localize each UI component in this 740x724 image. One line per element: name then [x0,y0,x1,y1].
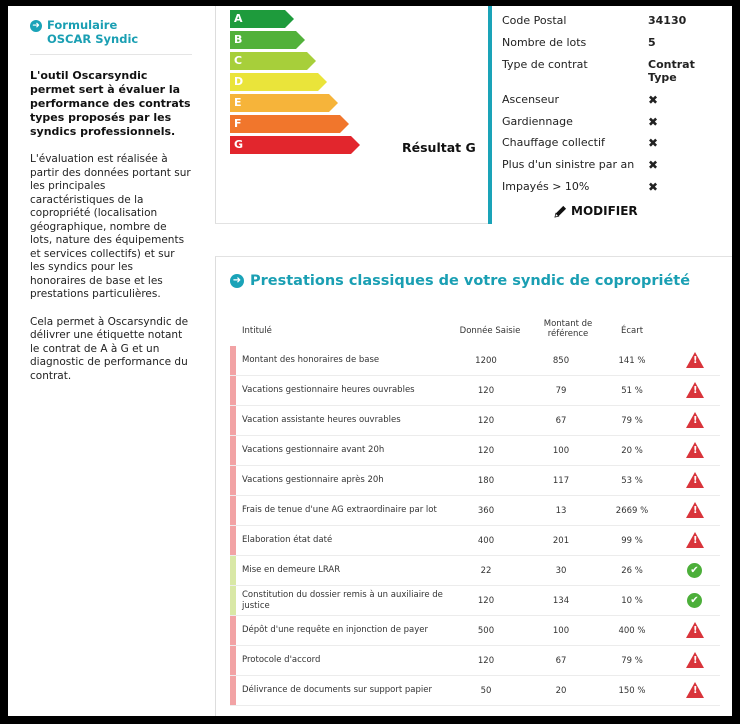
table-row [230,676,720,706]
row-saisie: 120 [477,446,495,456]
cross-icon: ✖ [648,93,659,107]
table-header [216,317,732,343]
row-reference: 117 [552,476,570,486]
sinistre-label: Plus d'un sinistre par an [502,158,635,171]
pencil-icon [554,205,567,218]
energy-label-scale [230,10,351,157]
contrat-label: Type de contrat [502,58,588,71]
warning-icon: ! [686,442,704,460]
energy-grade-c: C [230,52,307,70]
row-marker [230,586,236,615]
row-marker [230,526,236,555]
prestations-heading [230,273,690,289]
row-saisie: 22 [480,566,492,576]
row-reference: 134 [552,596,570,606]
row-reference: 79 [555,386,567,396]
row-reference: 850 [552,356,570,366]
cross-icon: ✖ [648,115,659,129]
ascenseur-label: Ascenseur [502,93,560,106]
energy-grade-g: G [230,136,351,154]
row-saisie: 120 [477,416,495,426]
check-circle-icon: ✔ [686,562,704,580]
row-reference: 100 [552,626,570,636]
row-saisie: 400 [477,536,495,546]
sidebar-paragraph-2: Cela permet à Oscarsyndic de délivrer une étiquette notant le contrat de A à G et un diagnostic de performance du contrat. [30,315,189,382]
energy-grade-a: A [230,10,285,28]
row-ecart: 20 % [621,446,643,456]
row-ecart: 10 % [621,596,643,606]
energy-grade-d: D [230,73,318,91]
energy-grade-b: B [230,31,296,49]
row-saisie: 1200 [475,356,497,366]
header-ecart: Écart [620,326,644,336]
sidebar-title-line1: Formulaire [47,18,118,32]
lots-label: Nombre de lots [502,36,587,49]
row-marker [230,496,236,525]
row-ecart: 79 % [621,656,643,666]
code-postal-label: Code Postal [502,14,567,27]
row-marker [230,616,236,645]
row-label: Protocole d'accord [242,655,321,665]
contrat-value-line2: Type [648,71,677,84]
row-label: Elaboration état daté [242,535,333,545]
table-row [230,406,720,436]
row-marker [230,556,236,585]
arrow-right-icon: ➜ [230,274,244,288]
row-ecart: 51 % [621,386,643,396]
row-marker [230,436,236,465]
table-row [230,556,720,586]
row-label: Montant des honoraires de base [242,355,380,365]
row-ecart: 79 % [621,416,643,426]
row-reference: 20 [555,686,567,696]
row-ecart: 150 % [618,686,646,696]
warning-icon: ! [686,382,704,400]
warning-icon: ! [686,682,704,700]
sidebar-intro: L'outil Oscarsyndic permet sert à évaluer la performance des contrats types proposés par les syndics professionnels. [30,69,191,138]
row-marker [230,466,236,495]
prestations-table [230,346,720,706]
cross-icon: ✖ [648,180,659,194]
table-row [230,496,720,526]
row-marker [230,346,236,375]
chauffage-label: Chauffage collectif [502,136,605,149]
row-reference: 30 [555,566,567,576]
row-marker [230,406,236,435]
row-saisie: 180 [477,476,495,486]
result-panel [215,6,732,224]
row-ecart: 2669 % [615,506,649,516]
gardiennage-label: Gardiennage [502,115,573,128]
warning-icon: ! [686,622,704,640]
row-ecart: 141 % [618,356,646,366]
prestations-panel [215,256,732,716]
row-label: Vacations gestionnaire après 20h [242,475,384,485]
warning-icon: ! [686,472,704,490]
row-saisie: 500 [477,626,495,636]
table-row [230,586,720,616]
row-ecart: 400 % [618,626,646,636]
table-row [230,466,720,496]
row-saisie: 360 [477,506,495,516]
row-reference: 67 [555,416,567,426]
lots-value: 5 [648,36,656,49]
warning-icon: ! [686,532,704,550]
row-saisie: 120 [477,386,495,396]
sidebar-title-line2: OSCAR Syndic [47,32,139,46]
table-row [230,646,720,676]
row-label: Frais de tenue d'une AG extraordinaire par lot [242,505,437,515]
energy-grade-e: E [230,94,329,112]
contrat-value-line1: Contrat [648,58,695,71]
modifier-label: MODIFIER [571,204,638,218]
row-reference: 201 [552,536,570,546]
row-reference: 67 [555,656,567,666]
header-saisie: Donnée Saisie [459,326,521,336]
row-label: Délivrance de documents sur support papier [242,685,433,695]
table-row [230,526,720,556]
header-reference-line2: référence [547,329,589,339]
modifier-button[interactable] [554,204,638,218]
sidebar-header[interactable] [30,18,192,55]
warning-icon: ! [686,352,704,370]
arrow-right-icon: ➜ [30,20,42,32]
row-label: Vacation assistante heures ouvrables [242,415,401,425]
row-marker [230,376,236,405]
row-saisie: 50 [480,686,492,696]
row-label: Dépôt d'une requête en injonction de payer [242,625,429,635]
impayes-label: Impayés > 10% [502,180,590,193]
header-reference-line1: Montant de [543,319,593,329]
row-ecart: 99 % [621,536,643,546]
warning-icon: ! [686,502,704,520]
table-row [230,436,720,466]
row-reference: 13 [555,506,567,516]
sidebar-paragraph-1: L'évaluation est réalisée à partir des données portant sur les principales caractéristiques de la copropriété (localisation géographique, nombre de lots, nature des équipements et services collectifs) et sur les syndics pour les honoraires de base et les prestations particulières. [30,153,191,300]
prestations-title: Prestations classiques de votre syndic de copropriété [250,273,691,289]
row-label: Vacations gestionnaire avant 20h [242,445,385,455]
contrat-value [648,58,695,84]
cross-icon: ✖ [648,136,659,150]
row-marker [230,646,236,675]
cross-icon: ✖ [648,158,659,172]
row-label: Mise en demeure LRAR [242,565,341,575]
row-ecart: 53 % [621,476,643,486]
row-label: Vacations gestionnaire heures ouvrables [242,385,415,395]
contract-info [488,6,732,224]
sidebar-title[interactable] [47,18,138,46]
check-circle-icon: ✔ [686,592,704,610]
page-frame [8,6,732,716]
row-reference: 100 [552,446,570,456]
row-saisie: 120 [477,596,495,606]
sidebar [8,6,208,716]
row-label: Constitution du dossier remis à un auxiliaire de justice [242,589,443,611]
row-saisie: 120 [477,656,495,666]
header-intitule: Intitulé [242,326,272,336]
row-marker [230,676,236,705]
header-reference [528,319,608,339]
result-grade: Résultat G [402,140,476,155]
table-row [230,346,720,376]
table-row [230,616,720,646]
warning-icon: ! [686,652,704,670]
warning-icon: ! [686,412,704,430]
row-ecart: 26 % [621,566,643,576]
code-postal-value: 34130 [648,14,687,27]
energy-grade-f: F [230,115,340,133]
table-row [230,376,720,406]
